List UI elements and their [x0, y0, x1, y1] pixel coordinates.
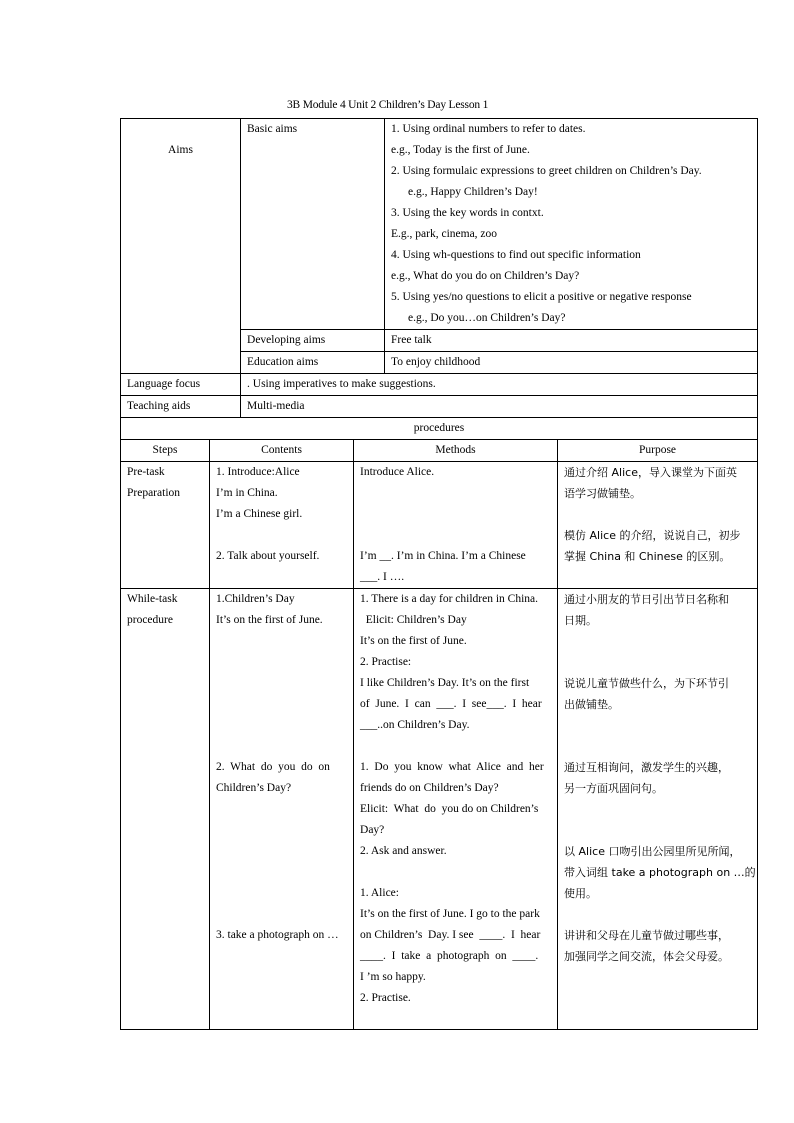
purpose-line: 说说儿童节做些什么，为下环节引	[564, 677, 730, 690]
content-line: Children’s Day?	[216, 782, 292, 794]
procedures-heading: procedures	[121, 418, 758, 440]
pre-task-methods	[354, 462, 558, 589]
method-line: It’s on the first of June.	[360, 635, 467, 647]
method-line: Day?	[360, 824, 385, 836]
method-line: on Children’s Day. I see ____. I hear	[360, 929, 541, 941]
method-line: ____. I take a photograph on ____.	[360, 950, 539, 962]
purpose-line: 日期。	[564, 614, 598, 627]
method-line: I’m __. I’m in China. I’m a Chinese	[360, 550, 526, 562]
basic-aim-line: 3. Using the key words in contxt.	[391, 207, 544, 219]
content-line: 3. take a photograph on …	[216, 929, 339, 941]
content-line: 2. Talk about yourself.	[216, 550, 320, 562]
step-line: Preparation	[127, 487, 181, 499]
method-line: 1. Alice:	[360, 887, 399, 899]
purpose-line: 加强同学之间交流，体会父母爱。	[564, 950, 730, 963]
pre-task-contents	[210, 462, 354, 589]
purpose-line: 以 Alice 口吻引出公园里所见所闻，	[564, 845, 741, 858]
language-focus-label: Language focus	[121, 374, 241, 396]
content-line: 1. Introduce:Alice	[216, 466, 300, 478]
content-line: 2. What do you do on	[216, 761, 330, 773]
method-line: It’s on the first of June. I go to the park	[360, 908, 540, 920]
basic-aim-line: E.g., park, cinema, zoo	[391, 228, 498, 240]
document-title: 3B Module 4 Unit 2 Children’s Day Lesson 1	[287, 99, 489, 111]
step-line: While-task	[127, 593, 178, 605]
basic-aim-line: 4. Using wh-questions to find out specific information	[391, 249, 641, 261]
method-line: Introduce Alice.	[360, 466, 435, 478]
while-task-step	[121, 589, 210, 1030]
purpose-line: 带入词组 take a photograph on …的	[564, 866, 756, 879]
method-line: 2. Practise:	[360, 656, 412, 668]
method-line: 2. Practise.	[360, 992, 411, 1004]
pre-task-step	[121, 462, 210, 589]
content-line: 1.Children’s Day	[216, 593, 295, 605]
method-line: 2. Ask and answer.	[360, 845, 447, 857]
header-steps: Steps	[121, 440, 210, 462]
method-line: Elicit: Children’s Day	[360, 614, 467, 626]
header-methods: Methods	[354, 440, 558, 462]
while-task-purpose	[558, 589, 758, 1030]
purpose-line: 使用。	[564, 887, 598, 900]
purpose-line: 出做铺垫。	[564, 698, 620, 711]
basic-aims-label: Basic aims	[241, 119, 385, 330]
method-line: I ’m so happy.	[360, 971, 426, 983]
language-focus-value: . Using imperatives to make suggestions.	[241, 374, 758, 396]
step-line: procedure	[127, 614, 173, 626]
purpose-line: 通过介绍 Alice，导入课堂为下面英	[564, 466, 737, 479]
education-aims-value: To enjoy childhood	[385, 352, 758, 374]
method-line: Elicit: What do you do on Children’s	[360, 803, 539, 815]
purpose-line: 讲讲和父母在儿童节做过哪些事，	[564, 929, 730, 942]
pre-task-purpose	[558, 462, 758, 589]
while-task-contents	[210, 589, 354, 1030]
teaching-aids-label: Teaching aids	[121, 396, 241, 418]
method-line: ___. I ….	[360, 571, 405, 583]
method-line: of June. I can ___. I see___. I hear	[360, 698, 542, 710]
purpose-line: 模仿 Alice 的介绍，说说自己，初步	[564, 529, 741, 542]
basic-aim-line: e.g., Today is the first of June.	[391, 144, 530, 156]
basic-aim-line: 2. Using formulaic expressions to greet children on Children’s Day.	[391, 165, 702, 177]
while-task-methods	[354, 589, 558, 1030]
education-aims-label: Education aims	[241, 352, 385, 374]
content-line: It’s on the first of June.	[216, 614, 323, 626]
method-line: 1. Do you know what Alice and her	[360, 761, 544, 773]
method-line: I like Children’s Day. It’s on the first	[360, 677, 530, 689]
basic-aim-line: e.g., What do you do on Children’s Day?	[391, 270, 580, 282]
method-line: 1. There is a day for children in China.	[360, 593, 539, 605]
lesson-plan-table	[120, 118, 758, 1030]
method-line: ___..on Children’s Day.	[360, 719, 470, 731]
header-purpose: Purpose	[558, 440, 758, 462]
purpose-line: 另一方面巩固问句。	[564, 782, 664, 795]
developing-aims-value: Free talk	[385, 330, 758, 352]
basic-aim-line: e.g., Do you…on Children’s Day?	[408, 312, 566, 324]
purpose-line: 通过互相询问，激发学生的兴趣，	[564, 761, 730, 774]
basic-aim-line: e.g., Happy Children’s Day!	[408, 186, 538, 198]
header-contents: Contents	[210, 440, 354, 462]
basic-aim-line: 1. Using ordinal numbers to refer to dates.	[391, 123, 586, 135]
step-line: Pre-task	[127, 466, 165, 478]
purpose-line: 语学习做铺垫。	[564, 487, 642, 500]
content-line: I’m in China.	[216, 487, 278, 499]
method-line: friends do on Children’s Day?	[360, 782, 499, 794]
basic-aims-list	[385, 119, 758, 330]
aims-label: Aims	[121, 119, 241, 374]
teaching-aids-value: Multi-media	[241, 396, 758, 418]
developing-aims-label: Developing aims	[241, 330, 385, 352]
content-line: I’m a Chinese girl.	[216, 508, 303, 520]
purpose-line: 掌握 China 和 Chinese 的区别。	[564, 550, 731, 563]
basic-aim-line: 5. Using yes/no questions to elicit a positive or negative response	[391, 291, 692, 303]
purpose-line: 通过小朋友的节日引出节日名称和	[564, 593, 730, 606]
